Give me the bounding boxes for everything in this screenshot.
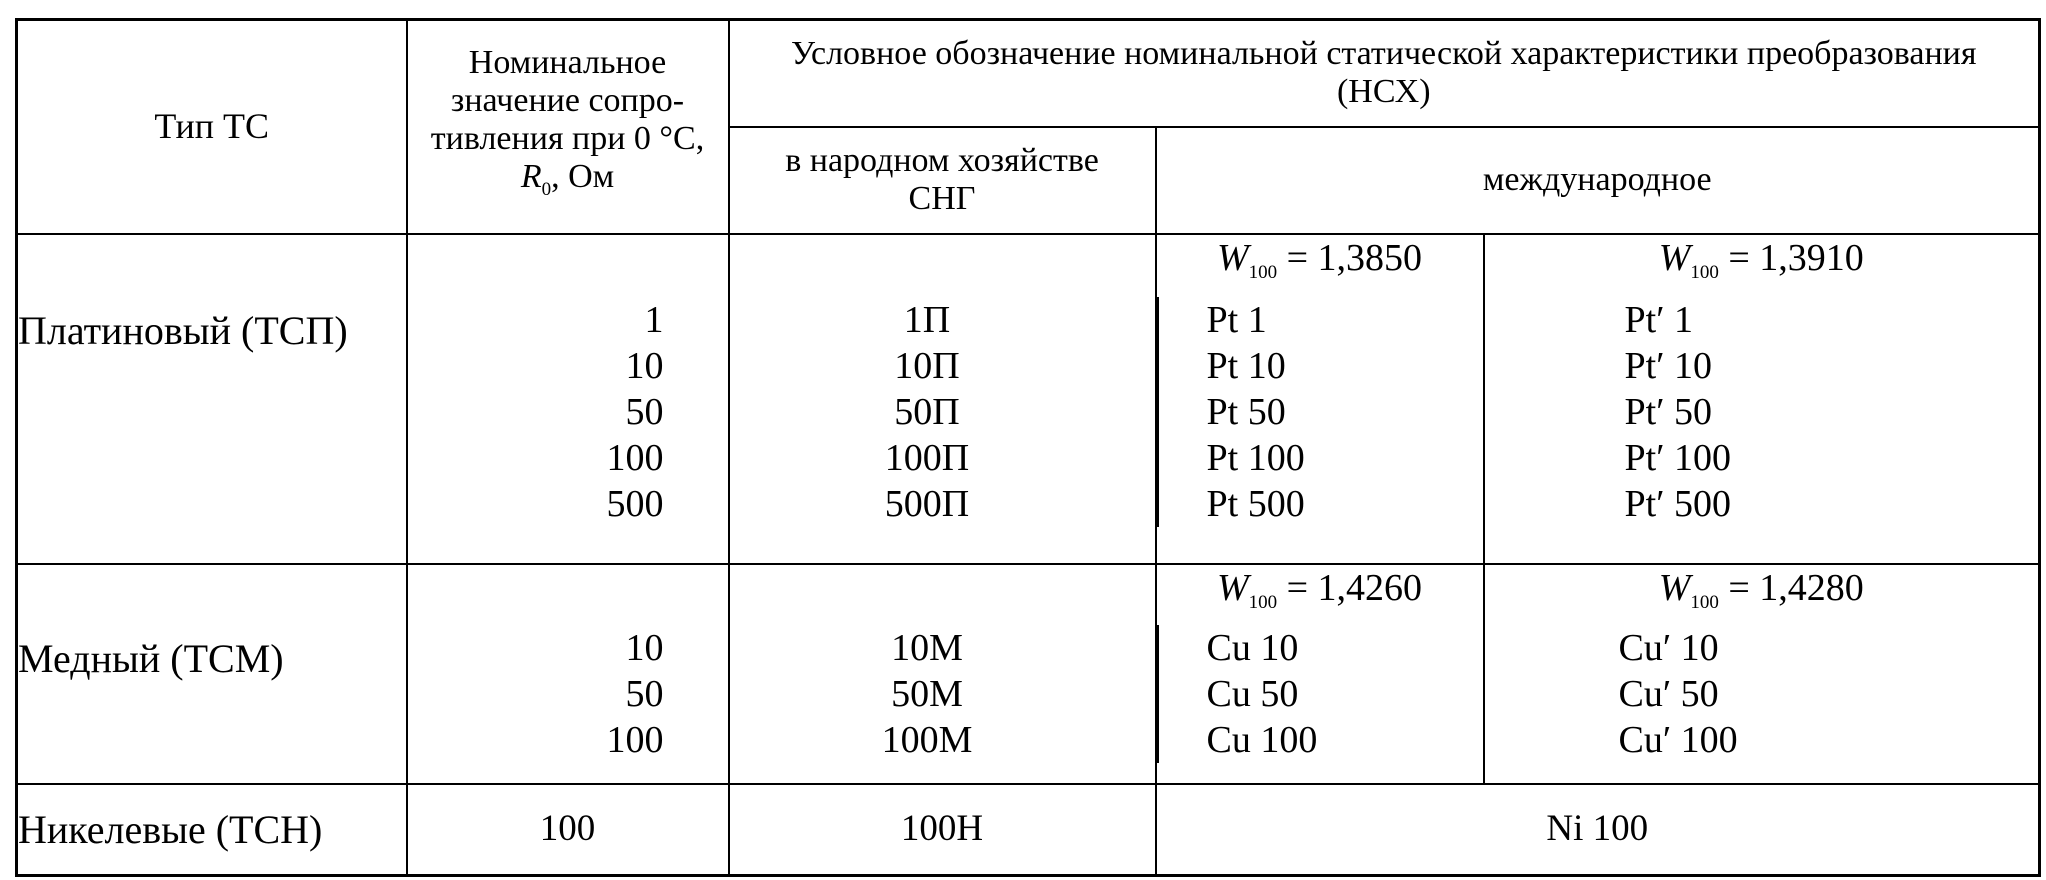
header-designation: Условное обозначение номинальной статической характеристики преобразования (НСХ) — [729, 20, 2040, 127]
platinum-intl-cell — [1156, 234, 1484, 564]
platinum-cis: 1П — [903, 298, 951, 341]
platinum-intl: Pt 100 — [1206, 436, 1305, 479]
header-r0: $R_0$ — [520, 158, 552, 201]
header-nominal — [407, 20, 729, 234]
platinum-cis: 500П — [884, 482, 970, 525]
header-cis: в народном хозяйстве СНГ — [729, 127, 1156, 234]
platinum-intl2: Pt′ 500 — [1624, 482, 1732, 525]
platinum-intl2: Pt′ 50 — [1624, 390, 1713, 433]
header-nominal-text: Номинальное значение сопро-тивления при 0 °С, — [430, 44, 705, 158]
nickel-cis: 100Н — [729, 784, 1156, 876]
platinum-w-left: $W_{100} = 1,3850$ — [1216, 236, 1423, 283]
nickel-r0: 100 — [407, 784, 729, 876]
platinum-r0: 100 — [606, 436, 664, 479]
group-label-platinum: Платиновый (ТСП) — [17, 234, 407, 564]
copper-r0: 100 — [606, 718, 664, 761]
platinum-intl: Pt 500 — [1206, 482, 1305, 525]
copper-cis-cell — [729, 564, 1156, 784]
platinum-cis-cell — [729, 234, 1156, 564]
platinum-r0: 1 — [644, 298, 664, 341]
platinum-cis: 100П — [884, 436, 970, 479]
header-type: Тип ТС — [17, 20, 407, 234]
group-nickel — [17, 784, 2040, 876]
copper-cis: 100М — [881, 718, 973, 761]
copper-w-left: $W_{100} = 1,4260$ — [1216, 566, 1423, 613]
copper-w-right: $W_{100} = 1,4280$ — [1658, 566, 1864, 613]
copper-r0-cell — [407, 564, 729, 784]
copper-intl: Cu 50 — [1206, 672, 1299, 715]
group-label-copper: Медный (ТСМ) — [17, 564, 407, 784]
group-label-nickel: Никелевые (ТСН) — [17, 784, 407, 876]
platinum-cis: 50П — [894, 390, 960, 433]
copper-intl: Cu 100 — [1206, 718, 1318, 761]
platinum-intl2: Pt′ 1 — [1624, 298, 1694, 341]
platinum-intl: Pt 1 — [1206, 298, 1267, 341]
platinum-intl2: Pt′ 10 — [1624, 344, 1713, 387]
platinum-r0: 10 — [625, 344, 664, 387]
platinum-w-right: $W_{100} = 1,3910$ — [1658, 236, 1864, 283]
copper-intl2-cell — [1484, 564, 2040, 784]
copper-intl: Cu 10 — [1206, 626, 1299, 669]
copper-r0: 10 — [625, 626, 664, 669]
header-row-1 — [17, 20, 2040, 127]
platinum-cis: 10П — [894, 344, 960, 387]
copper-intl-cell — [1156, 564, 1484, 784]
nsx-table — [15, 18, 2041, 877]
group-platinum — [17, 234, 2040, 564]
platinum-r0-cell — [407, 234, 729, 564]
copper-intl2: Cu′ 100 — [1618, 718, 1738, 761]
header-international: международное — [1156, 127, 2040, 234]
copper-intl2: Cu′ 10 — [1618, 626, 1719, 669]
nickel-intl: Ni 100 — [1156, 784, 2040, 876]
platinum-intl: Pt 10 — [1206, 344, 1286, 387]
platinum-intl: Pt 50 — [1206, 390, 1286, 433]
header-unit: , Ом — [551, 158, 615, 196]
group-copper — [17, 564, 2040, 784]
copper-cis: 10М — [891, 626, 963, 669]
copper-intl2: Cu′ 50 — [1618, 672, 1719, 715]
platinum-intl2-cell — [1484, 234, 2040, 564]
platinum-intl2: Pt′ 100 — [1624, 436, 1732, 479]
platinum-r0: 500 — [606, 482, 664, 525]
copper-r0: 50 — [625, 672, 664, 715]
platinum-r0: 50 — [625, 390, 664, 433]
copper-cis: 50М — [891, 672, 963, 715]
